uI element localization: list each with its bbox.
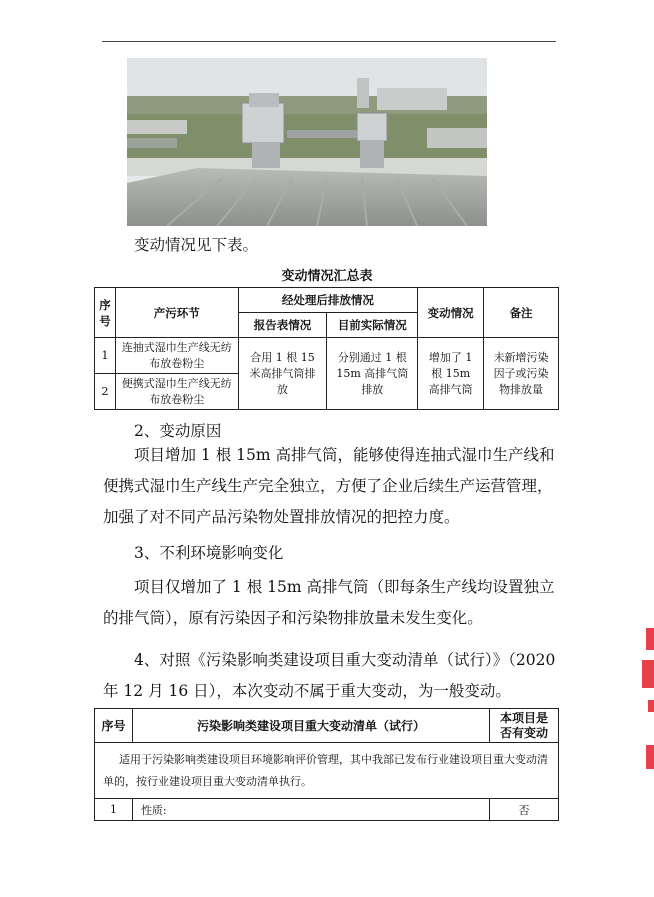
intro-line: 变动情况见下表。	[134, 236, 259, 254]
section2-heading: 2、变动原因	[134, 422, 222, 440]
t2-note: 适用于污染影响类建设项目环境影响评价管理，其中我部已发布行业建设项目重大变动清单的，按行业建设项目重大变动清单执行。	[95, 743, 559, 799]
t2-header-changed: 本项目是否有变动	[490, 709, 559, 743]
section3-heading: 3、不利环境影响变化	[134, 544, 284, 562]
header-rule	[102, 41, 556, 42]
rooftop-exhaust-pipes-photo	[127, 58, 487, 226]
row2-seq: 2	[95, 374, 116, 410]
section2-body: 项目增加 1 根 15m 高排气筒，能够使得连抽式湿巾生产线和便携式湿巾生产线生产完全独立，方便了企业后续生产运营管理，加强了对不同产品污染物处置排放情况的把控力度。	[103, 446, 555, 526]
seal-fragment	[646, 628, 654, 650]
header-after-treatment: 经处理后排放情况	[238, 288, 418, 313]
table1-title: 变动情况汇总表	[281, 269, 373, 284]
merged-change: 增加了 1 根 15m 高排气筒	[418, 338, 484, 410]
t2-header-list: 污染影响类建设项目重大变动清单（试行）	[132, 709, 489, 743]
row2-stage: 便携式湿巾生产线无纺布放卷粉尘	[115, 374, 238, 410]
row1-seq: 1	[95, 338, 116, 374]
change-summary-table	[94, 287, 559, 410]
header-remark: 备注	[484, 288, 559, 338]
merged-report: 合用 1 根 15 米高排气筒排放	[238, 338, 327, 410]
header-stage: 产污环节	[115, 288, 238, 338]
t2-row1-item: 性质:	[132, 799, 489, 821]
merged-actual: 分别通过 1 根 15m 高排气筒排放	[327, 338, 418, 410]
seal-fragment	[648, 700, 654, 712]
header-seq: 序号	[95, 288, 116, 338]
header-change: 变动情况	[418, 288, 484, 338]
merged-remark: 未新增污染因子或污染物排放量	[484, 338, 559, 410]
major-change-list-table	[94, 708, 559, 821]
section4-body: 4、对照《污染影响类建设项目重大变动清单（试行）》（2020 年 12 月 16 日），本次变动不属于重大变动，为一般变动。	[103, 651, 556, 700]
t2-header-seq: 序号	[95, 709, 133, 743]
header-report: 报告表情况	[238, 313, 327, 338]
seal-fragment	[642, 660, 654, 688]
t2-row1-seq: 1	[95, 799, 133, 821]
t2-row1-changed: 否	[490, 799, 559, 821]
row1-stage: 连抽式湿巾生产线无纺布放卷粉尘	[115, 338, 238, 374]
seal-fragment	[646, 745, 654, 769]
section3-body: 项目仅增加了 1 根 15m 高排气筒（即每条生产线均设置独立的排气筒），原有污染因子和污染物排放量未发生变化。	[103, 578, 555, 627]
header-actual: 目前实际情况	[327, 313, 418, 338]
